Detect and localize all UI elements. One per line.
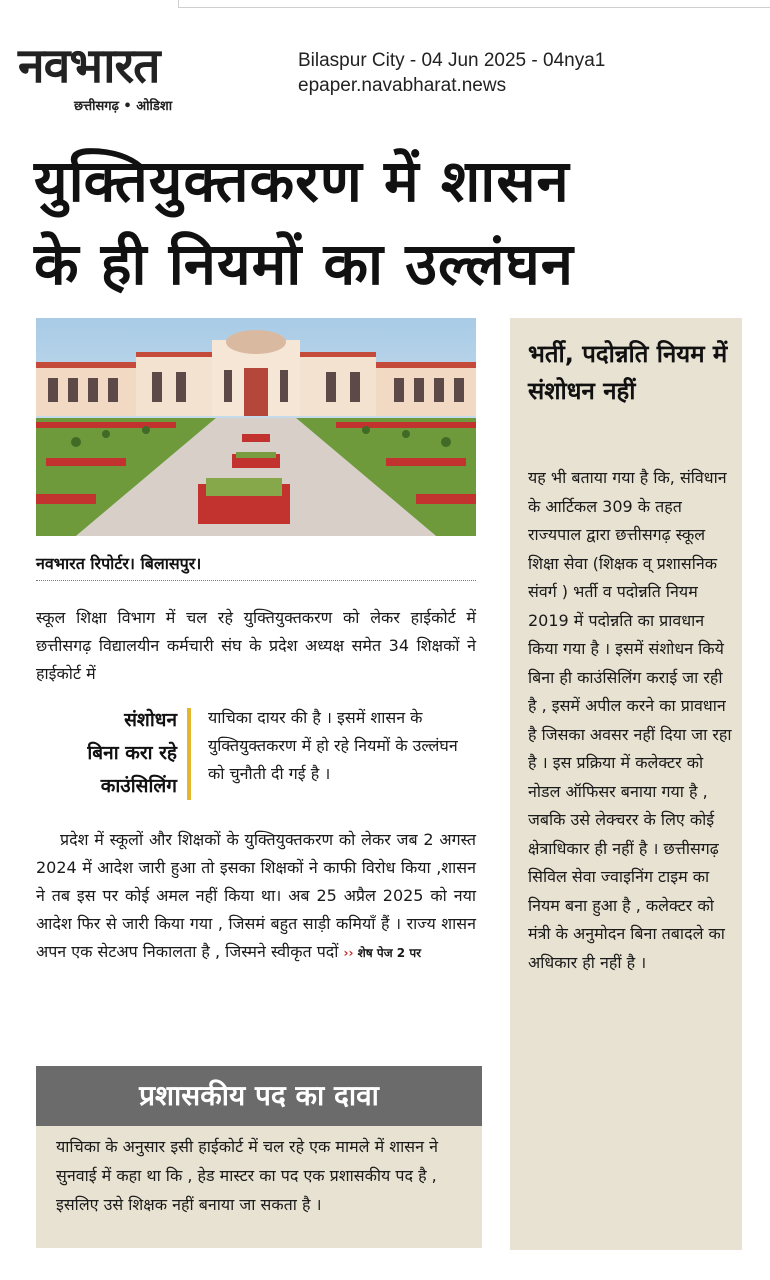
article-paragraph-2-text: प्रदेश में स्कूलों और शिक्षकों के युक्तियुक्तकरण को लेकर जब 2 अगस्त 2024 में आदेश जारी हुआ तो इसका शिक्षकों ने काफी विरोध किया ,शासन ने तब इस पर कोई अमल नहीं किया था। अब 25 अप्रैल 2025 को नया आदेश फिर से जारी किया गया , जिसमं बहुत साड़ी कमियाँ हैं । राज्य शासन अपन एक सेटअप निकालता है , जिस्मने स्वीकृत पदों [36,830,476,961]
continue-arrow-icon: ›› [343,946,354,960]
epaper-url: epaper.navabharat.news [298,75,507,96]
box-body: याचिका के अनुसार इसी हाईकोर्ट में चल रहे एक मामले में शासन ने सुनवाई में कहा था कि , हेड मास्टर का पद एक प्रशासकीय पद है , इसलिए उसे शिक्षक नहीं बनाया जा सकता है । [36,1126,482,1248]
sidebar-panel [510,318,742,1250]
headline [34,140,744,306]
pull-quote-line-3: काउंसिलिंग [100,775,177,797]
pull-quote-bar [187,708,191,800]
sidebar-body: यह भी बताया गया है कि, संविधान के आर्टिकल 309 के तहत राज्यपाल द्वारा छत्तीसगढ़ स्कूल शिक्षा सेवा (शिक्षक व् प्रशासनिक संवर्ग ) भर्ती व पदोन्नति नियम 2019 में पदोन्नति का प्रावधान किया गया है । इसमें संशोधन किये बिना ही काउंसिलिंग कराई जा रही है , इसमें अपील करने का प्रावधान है जिसका अवसर नहीं दिया जा रहा है । इस प्रक्रिया में कलेक्टर को नोडल ऑफिसर बनाया गया है , जबकि उसे लेक्चरर के लिए कोई क्षेत्राधिकार ही नहीं है । छत्तीसगढ़ सिविल सेवा ज्वाइनिंग टाइम का नियम बना हुआ है , कलेक्टर को मंत्री के अनुमोदन बिना तबादले का अधिकार ही नहीं है । [528,468,732,972]
masthead [18,38,276,112]
pull-quote-line-1: संशोधन [124,709,177,731]
top-border [178,0,770,8]
byline: नवभारत रिपोर्टर। बिलासपुर। [36,554,202,573]
article-paragraph-1: स्कूल शिक्षा विभाग में चल रहे युक्तियुक्तकरण को लेकर हाईकोर्ट में छत्तीसगढ़ विद्यालयीन कर्मचारी संघ के प्रदेश अध्यक्ष समेत 34 शिक्षकों ने हाईकोर्ट में [36,608,476,683]
newspaper-logo: नवभारत [18,38,160,94]
edition-date-line: Bilaspur City - 04 Jun 2025 - 04nya1 [298,50,606,71]
byline-divider [36,580,476,581]
box-title: प्रशासकीय पद का दावा [36,1066,482,1126]
article-paragraph-2 [36,826,476,967]
continued-label: शेष पेज 2 पर [357,946,422,960]
headline-line-2: के ही नियमों का उल्लंघन [34,230,574,298]
pull-quote [36,704,191,804]
pull-quote-line-2: बिना करा रहे [87,742,177,764]
high-court-photo [36,318,476,536]
continued-on-page [344,946,422,960]
building-image [36,318,476,536]
edition-label: छत्तीसगढ़ • ओडिशा [74,99,173,114]
edition-meta [298,48,605,98]
sidebar-title: भर्ती, पदोन्नति नियम में संशोधन नहीं [528,340,728,405]
headline-line-1: युक्तियुक्तकरण में शासन [34,147,570,215]
article-paragraph-1-continued: याचिका दायर की है । इसमें शासन के युक्तियुक्तकरण में हो रहे नियमों के उल्लंघन को चुनौती दी गई है । [208,708,458,783]
